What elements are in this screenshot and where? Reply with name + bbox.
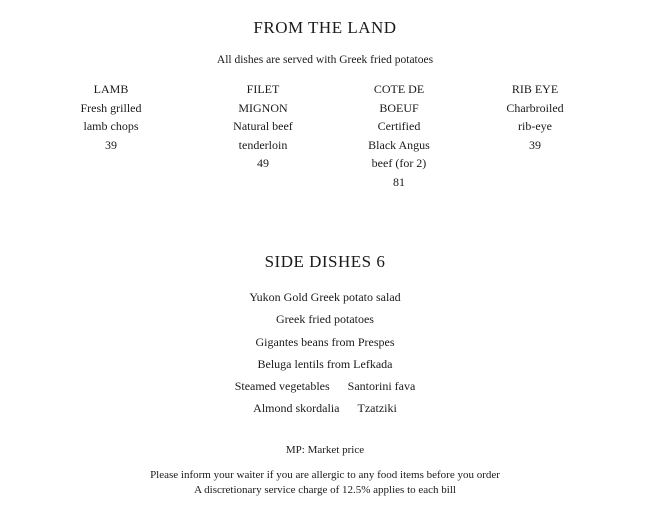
- dish-price: 39: [105, 137, 117, 152]
- market-price-note: MP: Market price: [285, 444, 365, 456]
- dish-name: LAMB: [93, 82, 129, 96]
- dish-name: RIB EYE: [511, 82, 559, 96]
- dish-name: COTE DE BOEUF: [373, 82, 425, 115]
- service-charge-notice: A discretionary service charge of 12.5% applies to each bill: [194, 483, 456, 496]
- dish-description: Certified Black Angus beef (for 2): [368, 119, 430, 170]
- list-item: Greek fried potatoes: [276, 312, 374, 327]
- from-the-land-subtitle: All dishes are served with Greek fried potatoes: [216, 54, 434, 66]
- side-dishes-list: [0, 286, 650, 420]
- side-row-pair: [0, 397, 650, 419]
- from-the-land-heading: FROM THE LAND: [253, 18, 397, 37]
- list-item: Yukon Gold Greek potato salad: [249, 290, 401, 304]
- list-item: Beluga lentils from Lefkada: [257, 356, 393, 371]
- dish-price: 49: [257, 156, 269, 170]
- footer-notes: [0, 468, 650, 497]
- dish-description: Fresh grilled lamb chops: [80, 100, 142, 133]
- dish-name: FILET MIGNON: [238, 82, 288, 115]
- dish-filet-mignon: [208, 80, 318, 173]
- list-item: Almond skordalia: [253, 401, 340, 416]
- allergy-notice: Please inform your waiter if you are allergic to any food items before you order: [150, 469, 500, 481]
- list-item: Santorini fava: [347, 379, 416, 394]
- dish-cote-de-boeuf: [344, 80, 454, 191]
- side-dishes-heading: SIDE DISHES 6: [264, 252, 386, 271]
- dish-price: 81: [393, 174, 405, 189]
- list-item: Gigantes beans from Prespes: [255, 334, 395, 349]
- dish-lamb: [56, 80, 166, 154]
- dish-price: 39: [529, 137, 541, 152]
- dish-description: Charbroiled rib-eye: [506, 100, 564, 133]
- side-row-pair: [0, 375, 650, 397]
- list-item: Steamed vegetables: [234, 379, 330, 394]
- dish-rib-eye: [480, 80, 590, 154]
- list-item: Tzatziki: [357, 401, 397, 416]
- dish-description: Natural beef tenderloin: [233, 119, 293, 152]
